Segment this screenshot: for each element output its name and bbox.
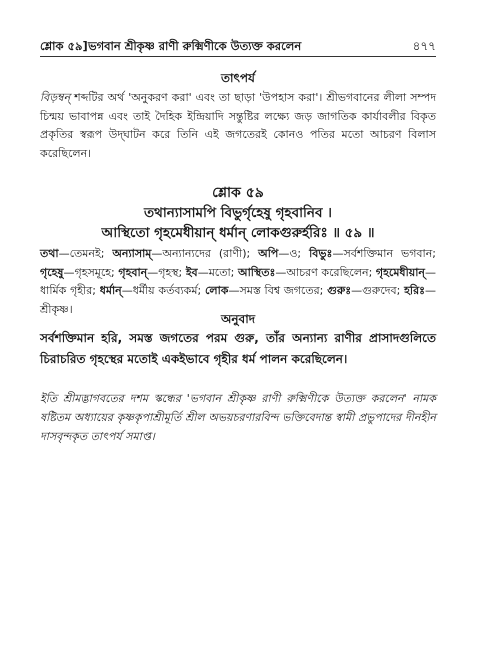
- synonym-word: অপি: [258, 247, 279, 260]
- verse-line-1: তথান্যাসামপি বিভুর্গৃহেষু গৃহবানিব ।: [143, 205, 332, 221]
- purport-term: বিড়ম্বন্‌: [40, 91, 71, 104]
- synonym-word: বিভুঃ: [309, 247, 333, 260]
- translation-text: সর্বশক্তিমান হরি, সমস্ত জগতের পরম গুরু, তাঁর অন্যান্য রাণীর প্রাসাদগুলিতে চিরাচরিত গৃহস্থের মতোই একইভাবে গৃহীর ধর্ম পালন করেছিলেন।: [40, 331, 436, 366]
- synonym-meaning: —মতো;: [197, 265, 238, 279]
- purport-heading: তাৎপর্য: [221, 71, 255, 85]
- synonym-meaning: —আচরণ করেছিলেন;: [275, 265, 376, 279]
- synonym-meaning: —গৃহস্থ;: [147, 265, 186, 279]
- purport-paragraph: [40, 89, 436, 163]
- header-verse-ref: শ্লোক ৫৯]: [40, 39, 88, 53]
- synonym-word: গুরুঃ: [327, 284, 352, 297]
- synonym-word: গৃহবান্‌: [118, 265, 148, 279]
- synonym-word: গৃহেষু: [40, 265, 64, 279]
- translation-heading: অনুবাদ: [220, 312, 256, 326]
- synonym-meaning: —অন্যান্যদের (রাণী);: [151, 247, 259, 260]
- verse-line-2: আস্থিতো গৃহমেধীয়ান্‌ ধর্মান্‌ লোকগুরুর্হরিঃ ॥ ৫৯ ॥: [101, 225, 375, 241]
- synonym-meaning: —তেমনই;: [58, 247, 113, 260]
- synonym-meaning: —শ্রীকৃষ্ণ।: [40, 284, 436, 316]
- synonym-word: গৃহমেধীয়ান্‌: [375, 265, 425, 279]
- synonym-meaning: —গুরুদেব;: [351, 284, 405, 297]
- synonym-word: তথা: [40, 247, 59, 260]
- purport-text: শব্দটির অর্থ 'অনুকরণ করা' এবং তা ছাড়া 'উপহাস করা'। শ্রীভগবানের লীলা সম্পদ চিন্ময় ভাবাপন্ন এবং তাই দৈহিক ইন্দ্রিয়াদি সন্তুষ্টির লক্ষ্যে জড় জাগতিক কার্যাবলীর বিকৃত প্রকৃতির স্বরূপ উদ্‌ঘাটন করে তিনি এই জগতেরই কোনও পতির মতো আচরণ বিলাস করেছিলেন।: [40, 91, 436, 160]
- synonym-meaning: —সর্বশক্তিমান ভগবান;: [332, 247, 436, 260]
- synonym-word: ইব: [185, 265, 198, 279]
- synonym-meaning: —সমস্ত বিশ্ব জগতের;: [228, 284, 328, 297]
- synonym-word: অন্যাসাম্‌: [112, 247, 152, 260]
- synonym-meaning: —ও;: [278, 247, 310, 260]
- synonym-word: লোক: [204, 284, 229, 297]
- synonym-meaning: —ধর্মীয় কর্তব্যকর্ম;: [121, 284, 205, 297]
- synonym-meaning: —ধার্মিক গৃহীর;: [40, 265, 436, 297]
- synonym-word: ধর্মান্‌: [99, 284, 122, 297]
- word-for-word-synonyms: [40, 245, 436, 319]
- synonym-word: আস্থিতঃ: [237, 265, 276, 279]
- verse-title: শ্লোক ৫৯: [212, 185, 264, 201]
- page-number: ৪৭৭: [412, 39, 436, 53]
- synonym-word: হরিঃ: [404, 284, 425, 297]
- running-header: [40, 38, 436, 57]
- header-chapter-title: ভগবান শ্রীকৃষ্ণ রাণী রুক্মিণীকে উত্যক্ত করলেন: [88, 39, 302, 53]
- synonym-meaning: —গৃহসমূহে;: [63, 265, 119, 279]
- chapter-colophon: ইতি শ্রীমদ্ভাগবতের দশম স্কন্ধের 'ভগবান শ্রীকৃষ্ণ রাণী রুক্মিণীকে উত্যক্ত করলেন' নামক ষষ্টিতম অধ্যায়ের কৃষ্ণকৃপাশ্রীমূর্তি শ্রীল অভয়চরণারবিন্দ ভক্তিবেদান্ত স্বামী প্রভুপাদের দীনহীন দাসবৃন্দকৃত তাৎপর্য সমাপ্ত।: [40, 392, 436, 443]
